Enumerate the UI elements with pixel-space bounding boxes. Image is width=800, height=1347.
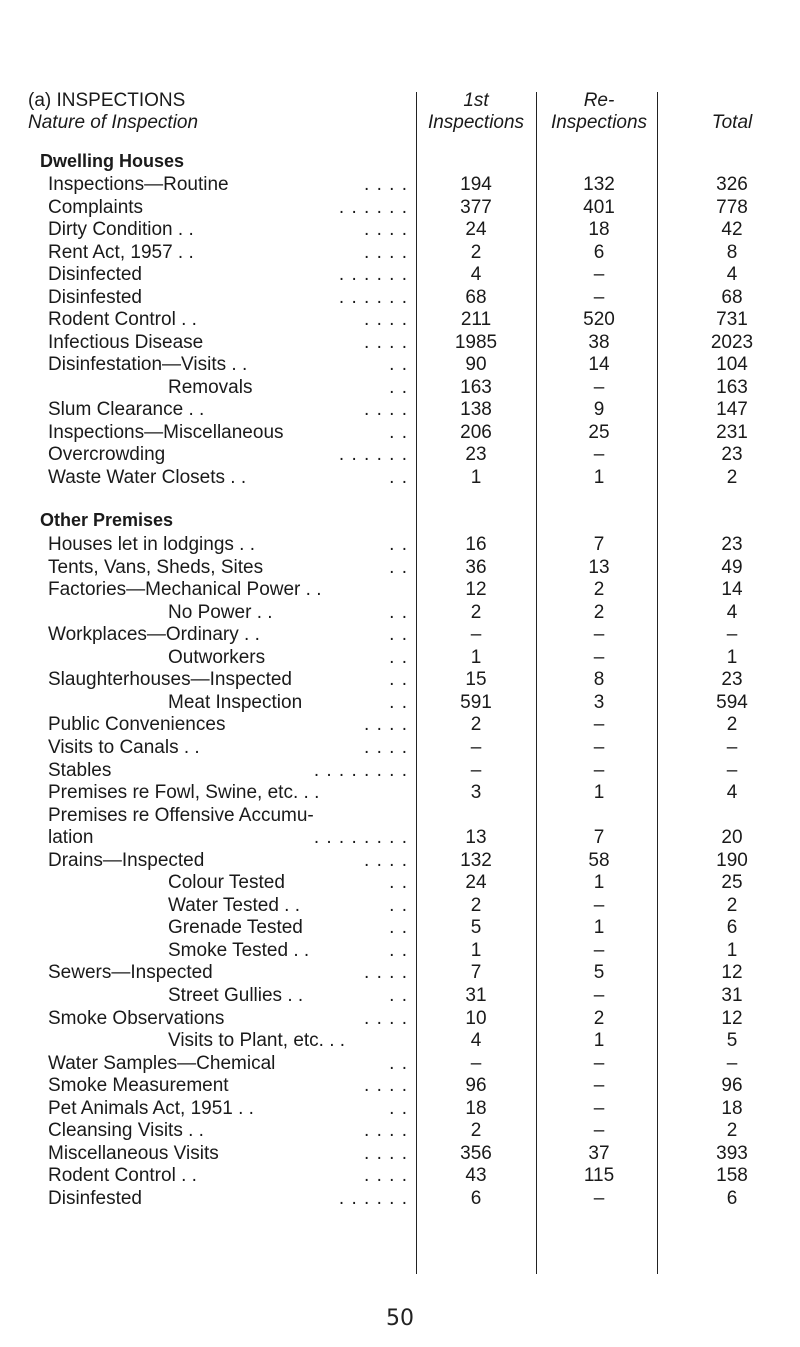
- table-row: [0, 1008, 800, 1030]
- table-row: [0, 354, 800, 376]
- row-label: Water Tested . .: [168, 894, 300, 916]
- table-row: [0, 805, 800, 827]
- leader-dots: . . . .: [364, 849, 408, 871]
- total-value: 393: [716, 1142, 748, 1164]
- total-value: –: [726, 1052, 738, 1074]
- first-inspections-value: 2: [470, 1120, 482, 1142]
- table-row: [0, 1053, 800, 1075]
- re-inspections-value: –: [593, 1187, 605, 1209]
- leader-dots: . . . . . . . .: [313, 759, 408, 781]
- first-inspections-value: –: [470, 759, 482, 781]
- table-row: [0, 422, 800, 444]
- re-inspections-value: –: [593, 624, 605, 646]
- re-inspections-value: –: [593, 894, 605, 916]
- first-inspections-value: 12: [465, 579, 487, 601]
- table-row: [0, 872, 800, 894]
- total-value: 6: [726, 917, 738, 939]
- leader-dots: . . . .: [364, 399, 408, 420]
- first-inspections-value: 90: [465, 354, 487, 375]
- first-inspections-value: –: [470, 1052, 482, 1074]
- re-inspections-value: 37: [588, 1142, 610, 1164]
- re-inspections-value: –: [593, 1075, 605, 1097]
- table-row: [0, 1120, 800, 1142]
- table-row: [0, 1030, 800, 1052]
- row-label: Pet Animals Act, 1951 . .: [48, 1097, 254, 1119]
- re-inspections-value: 8: [593, 669, 605, 691]
- row-label: Street Gullies . .: [168, 985, 304, 1006]
- total-value: 14: [721, 579, 743, 601]
- leader-dots: . .: [389, 376, 408, 398]
- leader-dots: . . . .: [364, 241, 408, 263]
- leader-dots: . . . .: [364, 714, 408, 736]
- total-value: 2: [726, 894, 738, 916]
- total-value: 326: [716, 174, 748, 195]
- row-label: Factories—Mechanical Power . .: [48, 579, 322, 601]
- leader-dots: . .: [389, 939, 408, 961]
- total-value: 23: [721, 669, 743, 691]
- row-label: No Power . .: [168, 601, 273, 623]
- re-inspections-value: 1: [593, 782, 605, 804]
- re-inspections-value: –: [593, 985, 605, 1006]
- first-inspections-value: 18: [465, 1097, 487, 1119]
- first-inspections-value: 4: [470, 1030, 482, 1052]
- total-value: 231: [716, 421, 748, 443]
- table-row: [0, 332, 800, 354]
- col-first-heading-line2: Inspections: [427, 112, 525, 133]
- row-label: Sewers—Inspected: [48, 962, 213, 984]
- re-inspections-value: –: [593, 1097, 605, 1119]
- row-label: Grenade Tested: [168, 917, 303, 939]
- total-value: 31: [721, 985, 743, 1006]
- table-row: [0, 1188, 800, 1210]
- total-value: 20: [721, 827, 743, 849]
- first-inspections-value: 96: [465, 1075, 487, 1097]
- row-label: Premises re Fowl, Swine, etc. . .: [48, 782, 320, 804]
- row-label: Premises re Offensive Accumu-: [48, 804, 314, 826]
- row-label: Cleansing Visits . .: [48, 1120, 204, 1142]
- col-first-heading-line1: 1st: [463, 90, 489, 111]
- first-inspections-value: 138: [460, 399, 492, 420]
- re-inspections-value: 2: [593, 579, 605, 601]
- first-inspections-value: 23: [465, 444, 487, 465]
- re-inspections-value: –: [593, 444, 605, 465]
- total-value: 104: [716, 354, 748, 375]
- total-value: 96: [721, 1075, 743, 1097]
- re-inspections-value: 1: [593, 1030, 605, 1052]
- leader-dots: . . . .: [364, 1165, 408, 1187]
- row-label: Smoke Observations: [48, 1007, 225, 1029]
- row-label: Houses let in lodgings . .: [48, 534, 256, 555]
- table-row: [0, 467, 800, 489]
- re-inspections-value: 1: [593, 917, 605, 939]
- first-inspections-value: 24: [465, 219, 487, 240]
- leader-dots: . . . . . . . .: [313, 827, 408, 849]
- row-label: Miscellaneous Visits: [48, 1142, 219, 1164]
- re-inspections-value: 115: [583, 1165, 615, 1187]
- leader-dots: . .: [389, 669, 408, 691]
- first-inspections-value: 2: [470, 894, 482, 916]
- table-row: [0, 399, 800, 421]
- re-inspections-value: 25: [588, 421, 610, 443]
- first-inspections-value: 68: [465, 286, 487, 308]
- total-value: 4: [726, 782, 738, 804]
- re-inspections-value: 3: [593, 691, 605, 713]
- first-inspections-value: 36: [465, 556, 487, 578]
- total-value: 25: [721, 872, 743, 894]
- table-row: [0, 444, 800, 466]
- table-row: [0, 962, 800, 984]
- re-inspections-value: –: [593, 736, 605, 758]
- table-row: [0, 940, 800, 962]
- row-label: Infectious Disease: [48, 331, 204, 353]
- row-label: Colour Tested: [168, 872, 285, 894]
- first-inspections-value: 6: [470, 1187, 482, 1209]
- leader-dots: . . . .: [364, 331, 408, 353]
- col-total-heading: Total: [711, 112, 753, 133]
- first-inspections-value: 13: [465, 827, 487, 849]
- re-inspections-value: 5: [593, 962, 605, 984]
- first-inspections-value: 43: [465, 1165, 487, 1187]
- re-inspections-value: –: [593, 286, 605, 308]
- row-label: Visits to Canals . .: [48, 736, 200, 758]
- re-inspections-value: 9: [593, 399, 605, 420]
- leader-dots: . . . . . .: [338, 196, 408, 218]
- row-label: Slum Clearance . .: [48, 399, 205, 420]
- first-inspections-value: 132: [460, 849, 492, 871]
- first-inspections-value: 206: [460, 421, 492, 443]
- first-inspections-value: 5: [470, 917, 482, 939]
- leader-dots: . .: [389, 534, 408, 555]
- first-inspections-value: 3: [470, 782, 482, 804]
- nature-of-inspection-heading: Nature of Inspection: [28, 112, 199, 133]
- leader-dots: . .: [389, 1097, 408, 1119]
- total-value: 42: [721, 219, 743, 240]
- leader-dots: . . . .: [364, 1007, 408, 1029]
- row-label: lation: [48, 827, 94, 849]
- leader-dots: . .: [389, 601, 408, 623]
- total-value: 158: [716, 1165, 748, 1187]
- total-value: 6: [726, 1187, 738, 1209]
- row-label: Disinfected: [48, 264, 142, 285]
- row-label: Visits to Plant, etc. . .: [168, 1030, 346, 1052]
- re-inspections-value: 7: [593, 827, 605, 849]
- first-inspections-value: 24: [465, 872, 487, 894]
- leader-dots: . .: [389, 1052, 408, 1074]
- re-inspections-value: –: [593, 759, 605, 781]
- total-value: 1: [726, 646, 738, 668]
- total-value: 1: [726, 939, 738, 961]
- total-value: 190: [716, 849, 748, 871]
- table-row: [0, 219, 800, 241]
- total-value: –: [726, 759, 738, 781]
- row-label: Disinfestation—Visits . .: [48, 354, 248, 375]
- table-row: [0, 242, 800, 264]
- re-inspections-value: –: [593, 939, 605, 961]
- re-inspections-value: 1: [593, 466, 605, 488]
- row-label: Meat Inspection: [168, 691, 303, 713]
- leader-dots: . . . .: [364, 309, 408, 330]
- total-value: 2023: [710, 331, 754, 353]
- row-label: Stables: [48, 759, 112, 781]
- table-row: [0, 985, 800, 1007]
- first-inspections-value: 2: [470, 241, 482, 263]
- first-inspections-value: 2: [470, 714, 482, 736]
- leader-dots: . .: [389, 691, 408, 713]
- row-label: Disinfested: [48, 1187, 142, 1209]
- table-row: [0, 917, 800, 939]
- first-inspections-value: 211: [460, 309, 492, 330]
- leader-dots: . .: [389, 646, 408, 668]
- table-row: [0, 579, 800, 601]
- first-inspections-value: 7: [470, 962, 482, 984]
- leader-dots: . . . .: [364, 736, 408, 758]
- leader-dots: . .: [389, 894, 408, 916]
- table-row: [0, 895, 800, 917]
- first-inspections-value: 2: [470, 601, 482, 623]
- first-inspections-value: 10: [465, 1007, 487, 1029]
- re-inspections-value: 1: [593, 872, 605, 894]
- total-value: 5: [726, 1030, 738, 1052]
- total-value: 68: [721, 286, 743, 308]
- row-label: Rodent Control . .: [48, 309, 197, 330]
- row-label: Inspections—Miscellaneous: [48, 421, 284, 443]
- leader-dots: . .: [389, 624, 408, 646]
- re-inspections-value: 18: [588, 219, 610, 240]
- re-inspections-value: –: [593, 714, 605, 736]
- re-inspections-value: 14: [588, 354, 610, 375]
- row-label: Drains—Inspected: [48, 849, 205, 871]
- row-label: Removals: [168, 376, 253, 398]
- first-inspections-value: 1: [470, 466, 482, 488]
- leader-dots: . . . .: [364, 962, 408, 984]
- row-label: Tents, Vans, Sheds, Sites: [48, 556, 264, 578]
- leader-dots: . . . .: [364, 174, 408, 195]
- re-inspections-value: 38: [588, 331, 610, 353]
- row-label: Inspections—Routine: [48, 174, 229, 195]
- table-row: [0, 602, 800, 624]
- section-heading: (a) INSPECTIONS: [28, 90, 186, 111]
- dwelling-houses-title: Dwelling Houses: [40, 151, 185, 171]
- leader-dots: . .: [389, 872, 408, 894]
- total-value: –: [726, 736, 738, 758]
- row-label: Disinfested: [48, 286, 142, 308]
- row-label: Rodent Control . .: [48, 1165, 197, 1187]
- total-value: 23: [721, 444, 743, 465]
- first-inspections-value: 16: [465, 534, 487, 555]
- table-row: [0, 692, 800, 714]
- total-value: 594: [716, 691, 748, 713]
- table-row: [0, 1098, 800, 1120]
- first-inspections-value: 377: [460, 196, 492, 218]
- page-number: 50: [386, 1306, 414, 1331]
- table-row: [0, 624, 800, 646]
- total-value: 2: [726, 714, 738, 736]
- re-inspections-value: 58: [588, 849, 610, 871]
- table-row: [0, 1075, 800, 1097]
- re-inspections-value: 2: [593, 1007, 605, 1029]
- first-inspections-value: 356: [460, 1142, 492, 1164]
- total-value: 8: [726, 241, 738, 263]
- re-inspections-value: 520: [583, 309, 615, 330]
- other-premises-title: Other Premises: [40, 510, 174, 530]
- row-label: Overcrowding: [48, 444, 166, 465]
- row-label: Public Conveniences: [48, 714, 226, 736]
- row-label: Workplaces—Ordinary . .: [48, 624, 260, 646]
- total-value: 12: [721, 962, 743, 984]
- leader-dots: . .: [389, 985, 408, 1006]
- total-value: 731: [716, 309, 748, 330]
- table-row: [0, 557, 800, 579]
- table-row: [0, 669, 800, 691]
- table-row: [0, 377, 800, 399]
- re-inspections-value: –: [593, 1052, 605, 1074]
- table-row: [0, 287, 800, 309]
- table-row: [0, 1165, 800, 1187]
- re-inspections-value: 132: [583, 174, 615, 195]
- total-value: 18: [721, 1097, 743, 1119]
- total-value: 23: [721, 534, 743, 555]
- re-inspections-value: –: [593, 376, 605, 398]
- total-value: 147: [716, 399, 748, 420]
- total-value: 4: [726, 601, 738, 623]
- table-row: [0, 714, 800, 736]
- row-label: Smoke Measurement: [48, 1075, 229, 1097]
- first-inspections-value: –: [470, 624, 482, 646]
- leader-dots: . . . . . .: [338, 264, 408, 285]
- first-inspections-value: 1: [470, 939, 482, 961]
- first-inspections-value: 15: [465, 669, 487, 691]
- row-label: Water Samples—Chemical: [48, 1052, 276, 1074]
- total-value: 2: [726, 1120, 738, 1142]
- row-label: Waste Water Closets . .: [48, 466, 247, 488]
- first-inspections-value: 31: [465, 985, 487, 1006]
- table-row: [0, 782, 800, 804]
- total-value: 778: [716, 196, 748, 218]
- total-value: 4: [726, 264, 738, 285]
- leader-dots: . . . .: [364, 1142, 408, 1164]
- table-row: [0, 1143, 800, 1165]
- re-inspections-value: –: [593, 1120, 605, 1142]
- table-row: [0, 760, 800, 782]
- first-inspections-value: 1: [470, 646, 482, 668]
- row-label: Outworkers: [168, 646, 266, 668]
- total-value: 12: [721, 1007, 743, 1029]
- first-inspections-value: –: [470, 736, 482, 758]
- total-value: –: [726, 624, 738, 646]
- re-inspections-value: 401: [583, 196, 615, 218]
- re-inspections-value: 6: [593, 241, 605, 263]
- table-row: [0, 737, 800, 759]
- table-row: [0, 309, 800, 331]
- col-re-heading-line1: Re-: [583, 90, 615, 111]
- leader-dots: . .: [389, 354, 408, 375]
- first-inspections-value: 4: [470, 264, 482, 285]
- leader-dots: . . . . . .: [338, 286, 408, 308]
- re-inspections-value: –: [593, 264, 605, 285]
- total-value: 2: [726, 466, 738, 488]
- table-row: [0, 197, 800, 219]
- leader-dots: . .: [389, 421, 408, 443]
- leader-dots: . .: [389, 466, 408, 488]
- row-label: Smoke Tested . .: [168, 939, 310, 961]
- table-row: [0, 174, 800, 196]
- row-label: Dirty Condition . .: [48, 219, 194, 240]
- total-value: 163: [716, 376, 748, 398]
- leader-dots: . . . .: [364, 1075, 408, 1097]
- row-label: Complaints: [48, 196, 144, 218]
- re-inspections-value: 13: [588, 556, 610, 578]
- table-row: [0, 647, 800, 669]
- col-re-heading-line2: Inspections: [550, 112, 648, 133]
- row-label: Slaughterhouses—Inspected: [48, 669, 292, 691]
- re-inspections-value: 7: [593, 534, 605, 555]
- first-inspections-value: 591: [460, 691, 492, 713]
- leader-dots: . .: [389, 917, 408, 939]
- leader-dots: . . . .: [364, 1120, 408, 1142]
- first-inspections-value: 1985: [454, 331, 498, 353]
- leader-dots: . . . . . .: [338, 1187, 408, 1209]
- re-inspections-value: 2: [593, 601, 605, 623]
- leader-dots: . .: [389, 556, 408, 578]
- leader-dots: . . . .: [364, 219, 408, 240]
- leader-dots: . . . . . .: [338, 444, 408, 465]
- table-row: [0, 534, 800, 556]
- row-label: Rent Act, 1957 . .: [48, 241, 194, 263]
- re-inspections-value: –: [593, 646, 605, 668]
- table-row: [0, 850, 800, 872]
- total-value: 49: [721, 556, 743, 578]
- table-row: [0, 827, 800, 849]
- first-inspections-value: 194: [460, 174, 492, 195]
- table-row: [0, 264, 800, 286]
- first-inspections-value: 163: [460, 376, 492, 398]
